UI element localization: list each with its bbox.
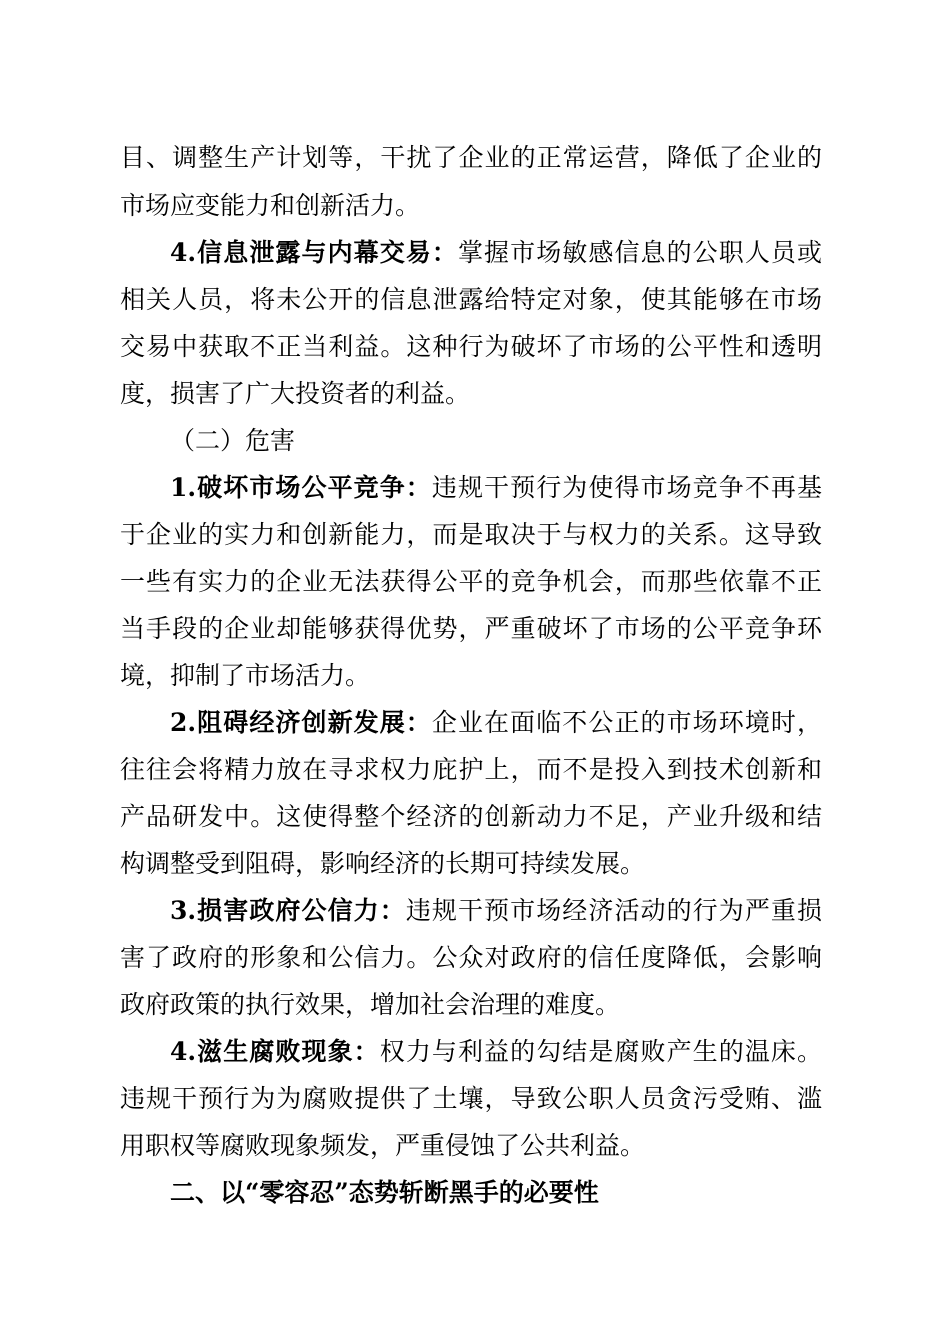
- text-line: 企业在面临不公正的市场环境时，: [431, 708, 822, 737]
- text-line: 市场应变能力和创新活力。: [120, 191, 421, 220]
- item-heading: 2.阻碍经济创新发展：: [170, 708, 432, 737]
- section-heading: 二、以“零容忍”态势斩断黑手的必要性: [170, 1178, 599, 1207]
- text-line: 权力与利益的勾结是腐败产生的温床。: [379, 1037, 822, 1066]
- text-line: 政府政策的执行效果，增加社会治理的难度。: [120, 990, 621, 1019]
- text-line: 掌握市场敏感信息的公职人员或: [457, 238, 822, 267]
- text-line: 境，抑制了市场活力。: [120, 661, 371, 690]
- text-line: 违规干预市场经济活动的行为严重损: [405, 896, 822, 925]
- paragraph-first-line: [170, 891, 822, 931]
- item-heading: 3.损害政府公信力：: [170, 896, 406, 925]
- item-heading: 4.信息泄露与内幕交易：: [170, 238, 458, 267]
- text-line: 产品研发中。这使得整个经济的创新动力不足，产业升级和结: [120, 802, 822, 831]
- text-line: 构调整受到阻碍，影响经济的长期可持续发展。: [120, 849, 646, 878]
- text-line: 违规干预行为为腐败提供了土壤，导致公职人员贪污受贿、滥: [120, 1084, 822, 1113]
- text-line: 一些有实力的企业无法获得公平的竞争机会，而那些依靠不正: [120, 567, 822, 596]
- text-line: 目、调整生产计划等，干扰了企业的正常运营，降低了企业的: [120, 143, 822, 172]
- item-heading: 1.破坏市场公平竞争：: [170, 473, 432, 502]
- text-line: 害了政府的形象和公信力。公众对政府的信任度降低，会影响: [120, 943, 822, 972]
- item-heading: 4.滋生腐败现象：: [170, 1037, 380, 1066]
- text-line: 当手段的企业却能够获得优势，严重破坏了市场的公平竞争环: [120, 614, 822, 643]
- text-line: 违规干预行为使得市场竞争不再基: [431, 473, 822, 502]
- paragraph-first-line: [170, 703, 822, 743]
- text-line: 于企业的实力和创新能力，而是取决于与权力的关系。这导致: [120, 520, 822, 549]
- paragraph-first-line: [170, 233, 822, 273]
- text-line: 交易中获取不正当利益。这种行为破坏了市场的公平性和透明: [120, 332, 822, 361]
- text-line: 用职权等腐败现象频发，严重侵蚀了公共利益。: [120, 1131, 646, 1160]
- subsection-title: （二）危害: [170, 426, 296, 455]
- text-line: 度，损害了广大投资者的利益。: [120, 379, 471, 408]
- paragraph-first-line: [170, 468, 822, 508]
- text-line: 往往会将精力放在寻求权力庇护上，而不是投入到技术创新和: [120, 755, 822, 784]
- paragraph-first-line: [170, 1032, 822, 1072]
- text-line: 相关人员，将未公开的信息泄露给特定对象，使其能够在市场: [120, 285, 822, 314]
